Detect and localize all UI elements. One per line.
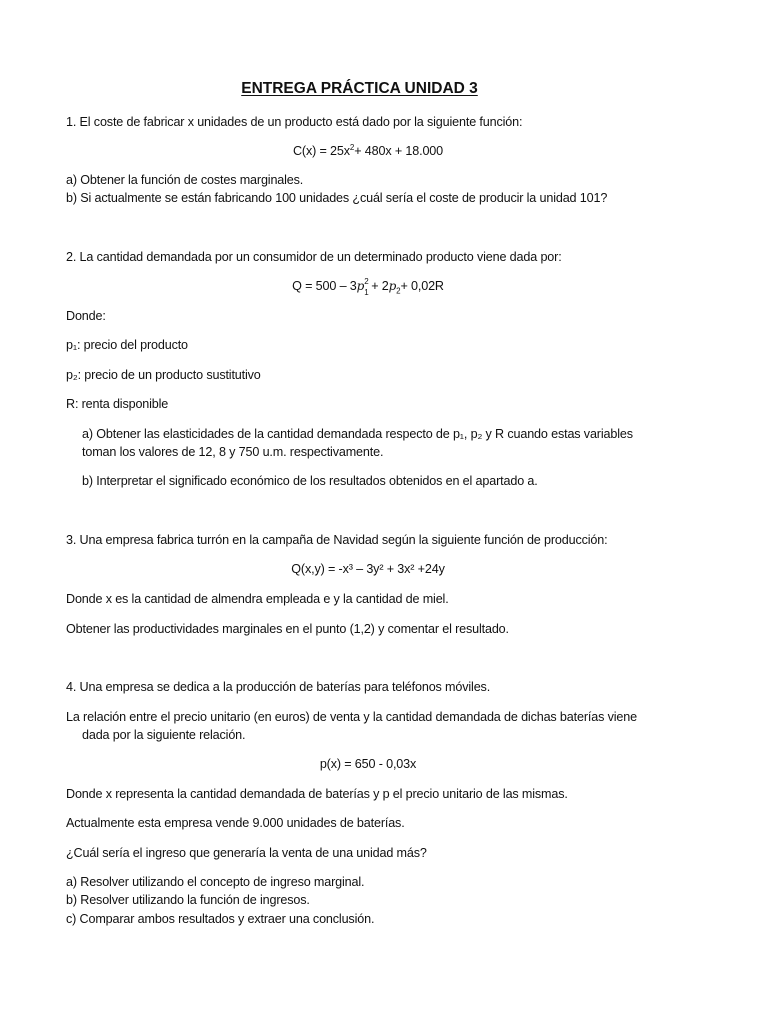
- q4-item-c: c) Comparar ambos resultados y extraer una conclusión.: [66, 912, 375, 926]
- q2-item-a-line2: toman los valores de 12, 8 y 750 u.m. respectivamente.: [82, 445, 384, 459]
- q2-def-p1: p₁: precio del producto: [66, 338, 188, 352]
- q1-item-a: a) Obtener la función de costes marginales.: [66, 173, 304, 187]
- q2-item-a-line1: a) Obtener las elasticidades de la cantidad demandada respecto de p₁, p₂ y R cuando estas variables: [82, 427, 633, 441]
- q2-statement: 2. La cantidad demandada por un consumidor de un determinado producto viene dada por:: [66, 250, 562, 264]
- q4-line-donde: Donde x representa la cantidad demandada de baterías y p el precio unitario de las mismas.: [66, 787, 568, 801]
- page-title: ENTREGA PRÁCTICA UNIDAD 3: [241, 80, 478, 97]
- q2-def-r: R: renta disponible: [66, 397, 169, 411]
- q4-statement: 4. Una empresa se dedica a la producción de baterías para teléfonos móviles.: [66, 680, 491, 694]
- q4-line-vende: Actualmente esta empresa vende 9.000 unidades de baterías.: [66, 816, 405, 830]
- q4-item-a: a) Resolver utilizando el concepto de ingreso marginal.: [66, 875, 365, 889]
- q4-question: ¿Cuál sería el ingreso que generaría la venta de una unidad más?: [66, 846, 427, 860]
- q3-formula: Q(x,y) = -x³ – 3y² + 3x² +24y: [291, 562, 445, 576]
- q2-def-p2: p₂: precio de un producto sustitutivo: [66, 368, 261, 382]
- q4-formula: p(x) = 650 - 0,03x: [319, 757, 417, 771]
- q1-formula: $C(x) = 25x^2+ 480x + 18.000$: [292, 142, 444, 158]
- q3-line-obtener: Obtener las productividades marginales en el punto (1,2) y comentar el resultado.: [66, 622, 509, 636]
- q4-item-b: b) Resolver utilizando la función de ingresos.: [66, 893, 310, 907]
- q3-statement: 3. Una empresa fabrica turrón en la campaña de Navidad según la siguiente función de producción:: [66, 533, 608, 547]
- q2-item-b: b) Interpretar el significado económico de los resultados obtenidos en el apartado a.: [82, 474, 538, 488]
- q4-relation-line1: La relación entre el precio unitario (en euros) de venta y la cantidad demandada de dichas baterías viene: [66, 710, 637, 724]
- q4-relation-line2: dada por la siguiente relación.: [82, 728, 246, 742]
- q3-line-donde: Donde x es la cantidad de almendra empleada e y la cantidad de miel.: [66, 592, 449, 606]
- q1-statement: 1. El coste de fabricar x unidades de un producto está dado por la siguiente función:: [66, 115, 523, 129]
- q1-item-b: b) Si actualmente se están fabricando 100 unidades ¿cuál sería el coste de producir la unidad 101?: [66, 191, 608, 205]
- q2-formula: Q = 500 – 3p 2 1 + $2p_2+ 0,02R$: [292, 277, 444, 297]
- q2-donde: Donde:: [66, 309, 106, 323]
